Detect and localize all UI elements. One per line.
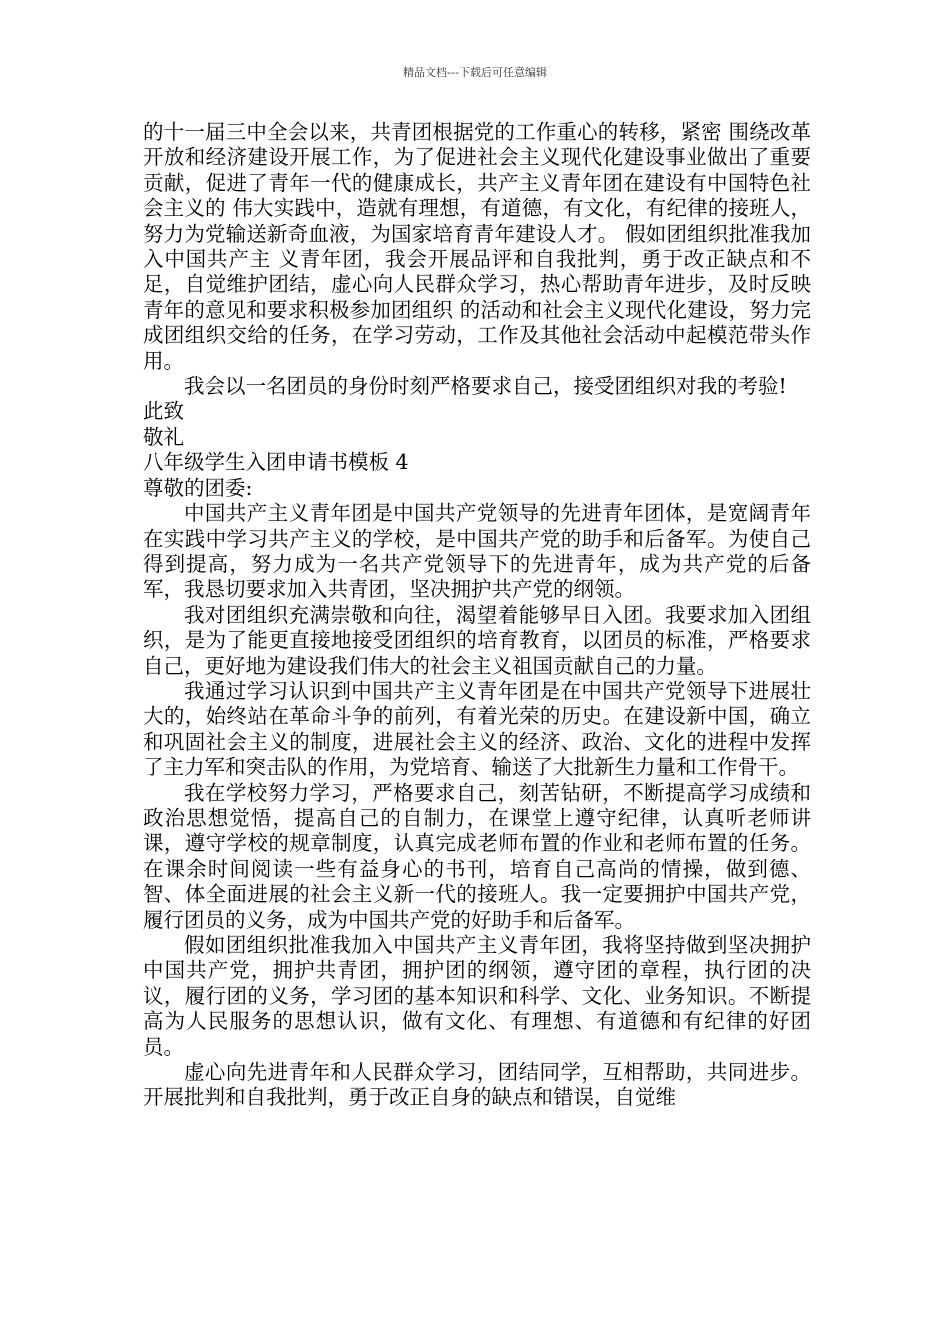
- paragraph: 我在学校努力学习，严格要求自己，刻苦钻研，不断提高学习成绩和政治思想觉悟，提高自己的自制力，在课堂上遵守纪律，认真听老师讲课，遵守学校的规章制度，认真完成老师布置的作业和老师布置的任务。在课余时间阅读一些有益身心的书刊，培育自己高尚的情操，做到德、智、体全面进展的社会主义新一代的接班人。我一定要拥护中国共产党，履行团员的义务，成为中国共产党的好助手和后备军。: [143, 780, 811, 932]
- page-header: 精品文档---下载后可任意编辑: [403, 66, 547, 79]
- section-title: 八年级学生入团申请书模板 4: [143, 450, 409, 475]
- paragraph: 我通过学习认识到中国共产主义青年团是在中国共产党领导下进展壮大的，始终站在革命斗争的前列，有着光荣的历史。在建设新中国，确立和巩固社会主义的制度，进展社会主义的经济、政治、文化的进程中发挥了主力军和突击队的作用，为党培育、输送了大批新生力量和工作骨干。: [143, 678, 811, 780]
- salutation-line: 敬礼: [143, 424, 184, 449]
- paragraph: 假如团组织批准我加入中国共产主义青年团，我将坚持做到坚决拥护中国共产党，拥护共青团，拥护团的纲领，遵守团的章程，执行团的决议，履行团的义务，学习团的基本知识和科学、文化、业务知识。不断提高为人民服务的思想认识，做有文化、有理想、有道德和有纪律的好团员。: [143, 933, 811, 1059]
- paragraph: 我会以一名团员的身份时刻严格要求自己，接受团组织对我的考验!: [184, 374, 787, 399]
- paragraph: 中国共产主义青年团是中国共产党领导的先进青年团体，是宽阔青年在实践中学习共产主义的学校，是中国共产党的助手和后备军。为使自己得到提高，努力成为一名共产党领导下的先进青年，成为共产党的后备军，我恳切要求加入共青团，坚决拥护共产党的纲领。: [143, 501, 811, 602]
- greeting-line: 尊敬的团委:: [143, 475, 253, 500]
- paragraph: 的十一届三中全会以来，共青团根据党的工作重心的转移，紧密 围绕改革开放和经济建设开展工作，为了促进社会主义现代化建设事业做出了重要贡献，促进了青年一代的健康成长，共产主义青年团在建设有中国特色社会主义的 伟大实践中，造就有理想，有道德，有文化，有纪律的接班人，努力为党输送新奇血液，为国家培育青年建设人才。 假如团组织批准我加入中国共产主 义青年团，我会开展品评和自我批判，勇于改正缺点和不足，自觉维护团结，虚心向人民群众学习，热心帮助青年进步，及时反映青年的意见和要求积极参加团组织 的活动和社会主义现代化建设，努力完成团组织交给的任务，在学习劳动，工作及其他社会活动中起模范带头作用。: [143, 120, 811, 373]
- paragraph: 虚心向先进青年和人民群众学习，团结同学，互相帮助，共同进步。开展批判和自我批判，勇于改正自身的缺点和错误，自觉维: [143, 1060, 811, 1110]
- paragraph: 我对团组织充满崇敬和向往，渴望着能够早日入团。我要求加入团组织，是为了能更直接地接受团组织的培育教育，以团员的标准，严格要求自己，更好地为建设我们伟大的社会主义祖国贡献自己的力量。: [143, 602, 811, 678]
- document-body: [143, 120, 811, 1111]
- salutation-line: 此致: [143, 399, 184, 424]
